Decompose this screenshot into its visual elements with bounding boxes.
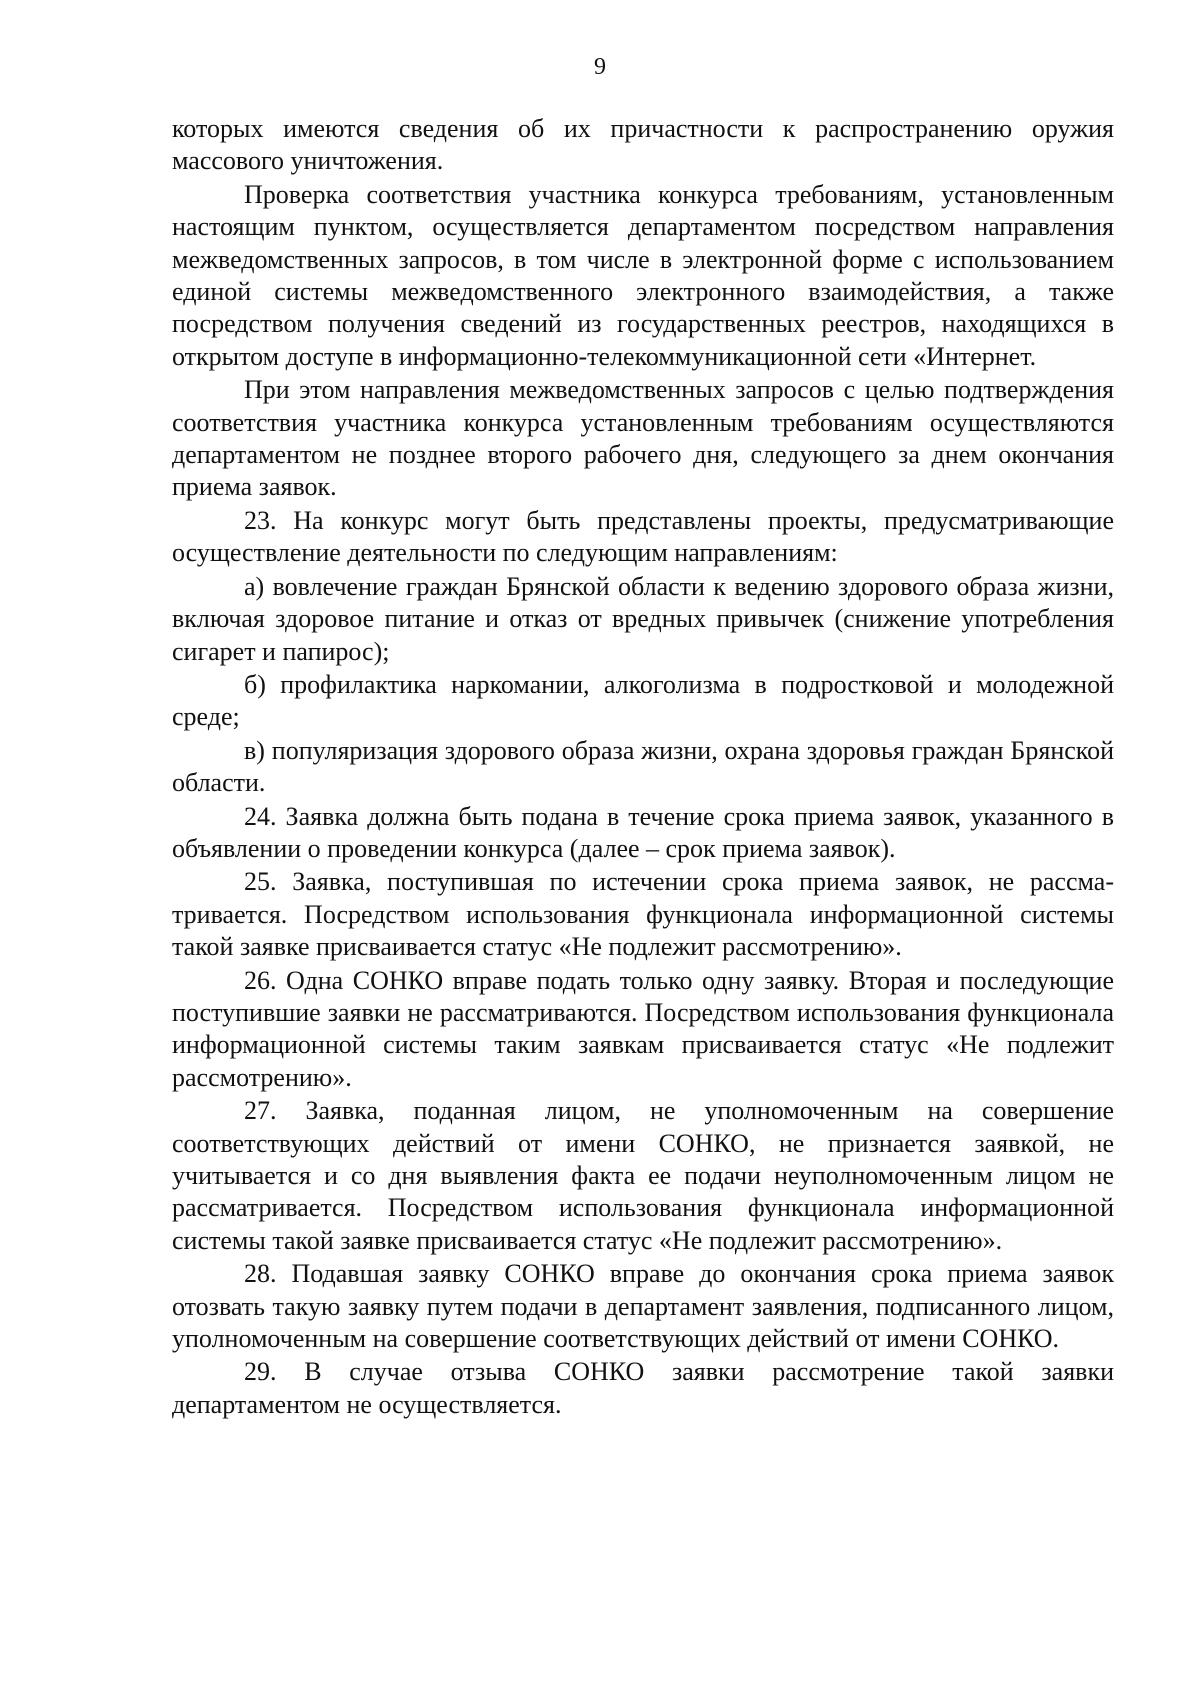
- paragraph: Проверка соответствия участника конкурса требованиям, установленным настоящим пунктом, осуществляется департаментом посредством направления межведомственных запросов, в том числе в электронной форме с использованием единой системы межведомственного электронного взаимодействия, а также посредством получения сведений из государственных реестров, находящихся в открытом доступе в информационно-телекоммуникационной сети «Интернет.: [172, 179, 1114, 371]
- paragraph: 27. Заявка, поданная лицом, не уполномоченным на совершение соответствующих действий от имени СОНКО, не признается заявкой, не учитывается и со дня выявления факта ее подачи неуполномоченным лицом не рассматривается. Посредством использования функционала информационной системы такой заявке присваивается статус «Не подлежит рассмотрению».: [172, 1096, 1114, 1255]
- paragraph: которых имеются сведения об их причастности к распространению оружия массового уничтожения.: [172, 114, 1114, 176]
- paragraph: При этом направления межведомственных запросов с целью подтверждения соответствия участника конкурса установленным требованиям осуществляются департаментом не позднее второго рабочего дня, следующего за днем окончания приема заявок.: [172, 375, 1114, 502]
- paragraph: 24. Заявка должна быть подана в течение срока приема заявок, указанного в объявлении о проведении конкурса (далее – срок приема заявок).: [172, 801, 1114, 863]
- paragraph: 28. Подавшая заявку СОНКО вправе до окончания срока приема заявок отозвать такую заявку путем подачи в департамент заявления, подписанного лицом, уполномоченным на совершение соответствующих действий от имени СОНКО.: [172, 1259, 1114, 1354]
- paragraph: 25. Заявка, поступившая по истечении срока приема заявок, не рассматривается. Посредством использования функционала информационной системы такой заявке присваивается статус «Не подлежит рассмотрению».: [172, 867, 1114, 962]
- paragraph: 26. Одна СОНКО вправе подать только одну заявку. Вторая и последующие поступившие заявки не рассматриваются. Посредством использования функционала информационной системы таким заявкам присваивается статус «Не подлежит рассмотрению».: [172, 965, 1114, 1092]
- paragraph: 23. На конкурс могут быть представлены проекты, предусматривающие осуществление деятельности по следующим направлениям:: [172, 505, 1114, 568]
- paragraph: а) вовлечение граждан Брянской области к ведению здорового образа жизни, включая здоровое питание и отказ от вредных привычек (снижение употребления сигарет и папирос);: [172, 571, 1114, 666]
- paragraph: 29. В случае отзыва СОНКО заявки рассмотрение такой заявки департаментом не осуществляется.: [172, 1357, 1114, 1419]
- page-number: 9: [594, 54, 606, 80]
- paragraph: б) профилактика наркомании, алкоголизма в подростковой и молодежной среде;: [172, 669, 1114, 732]
- document-body: [172, 113, 1114, 1422]
- paragraph: в) популяризация здорового образа жизни, охрана здоровья граждан Брянской области.: [172, 735, 1114, 798]
